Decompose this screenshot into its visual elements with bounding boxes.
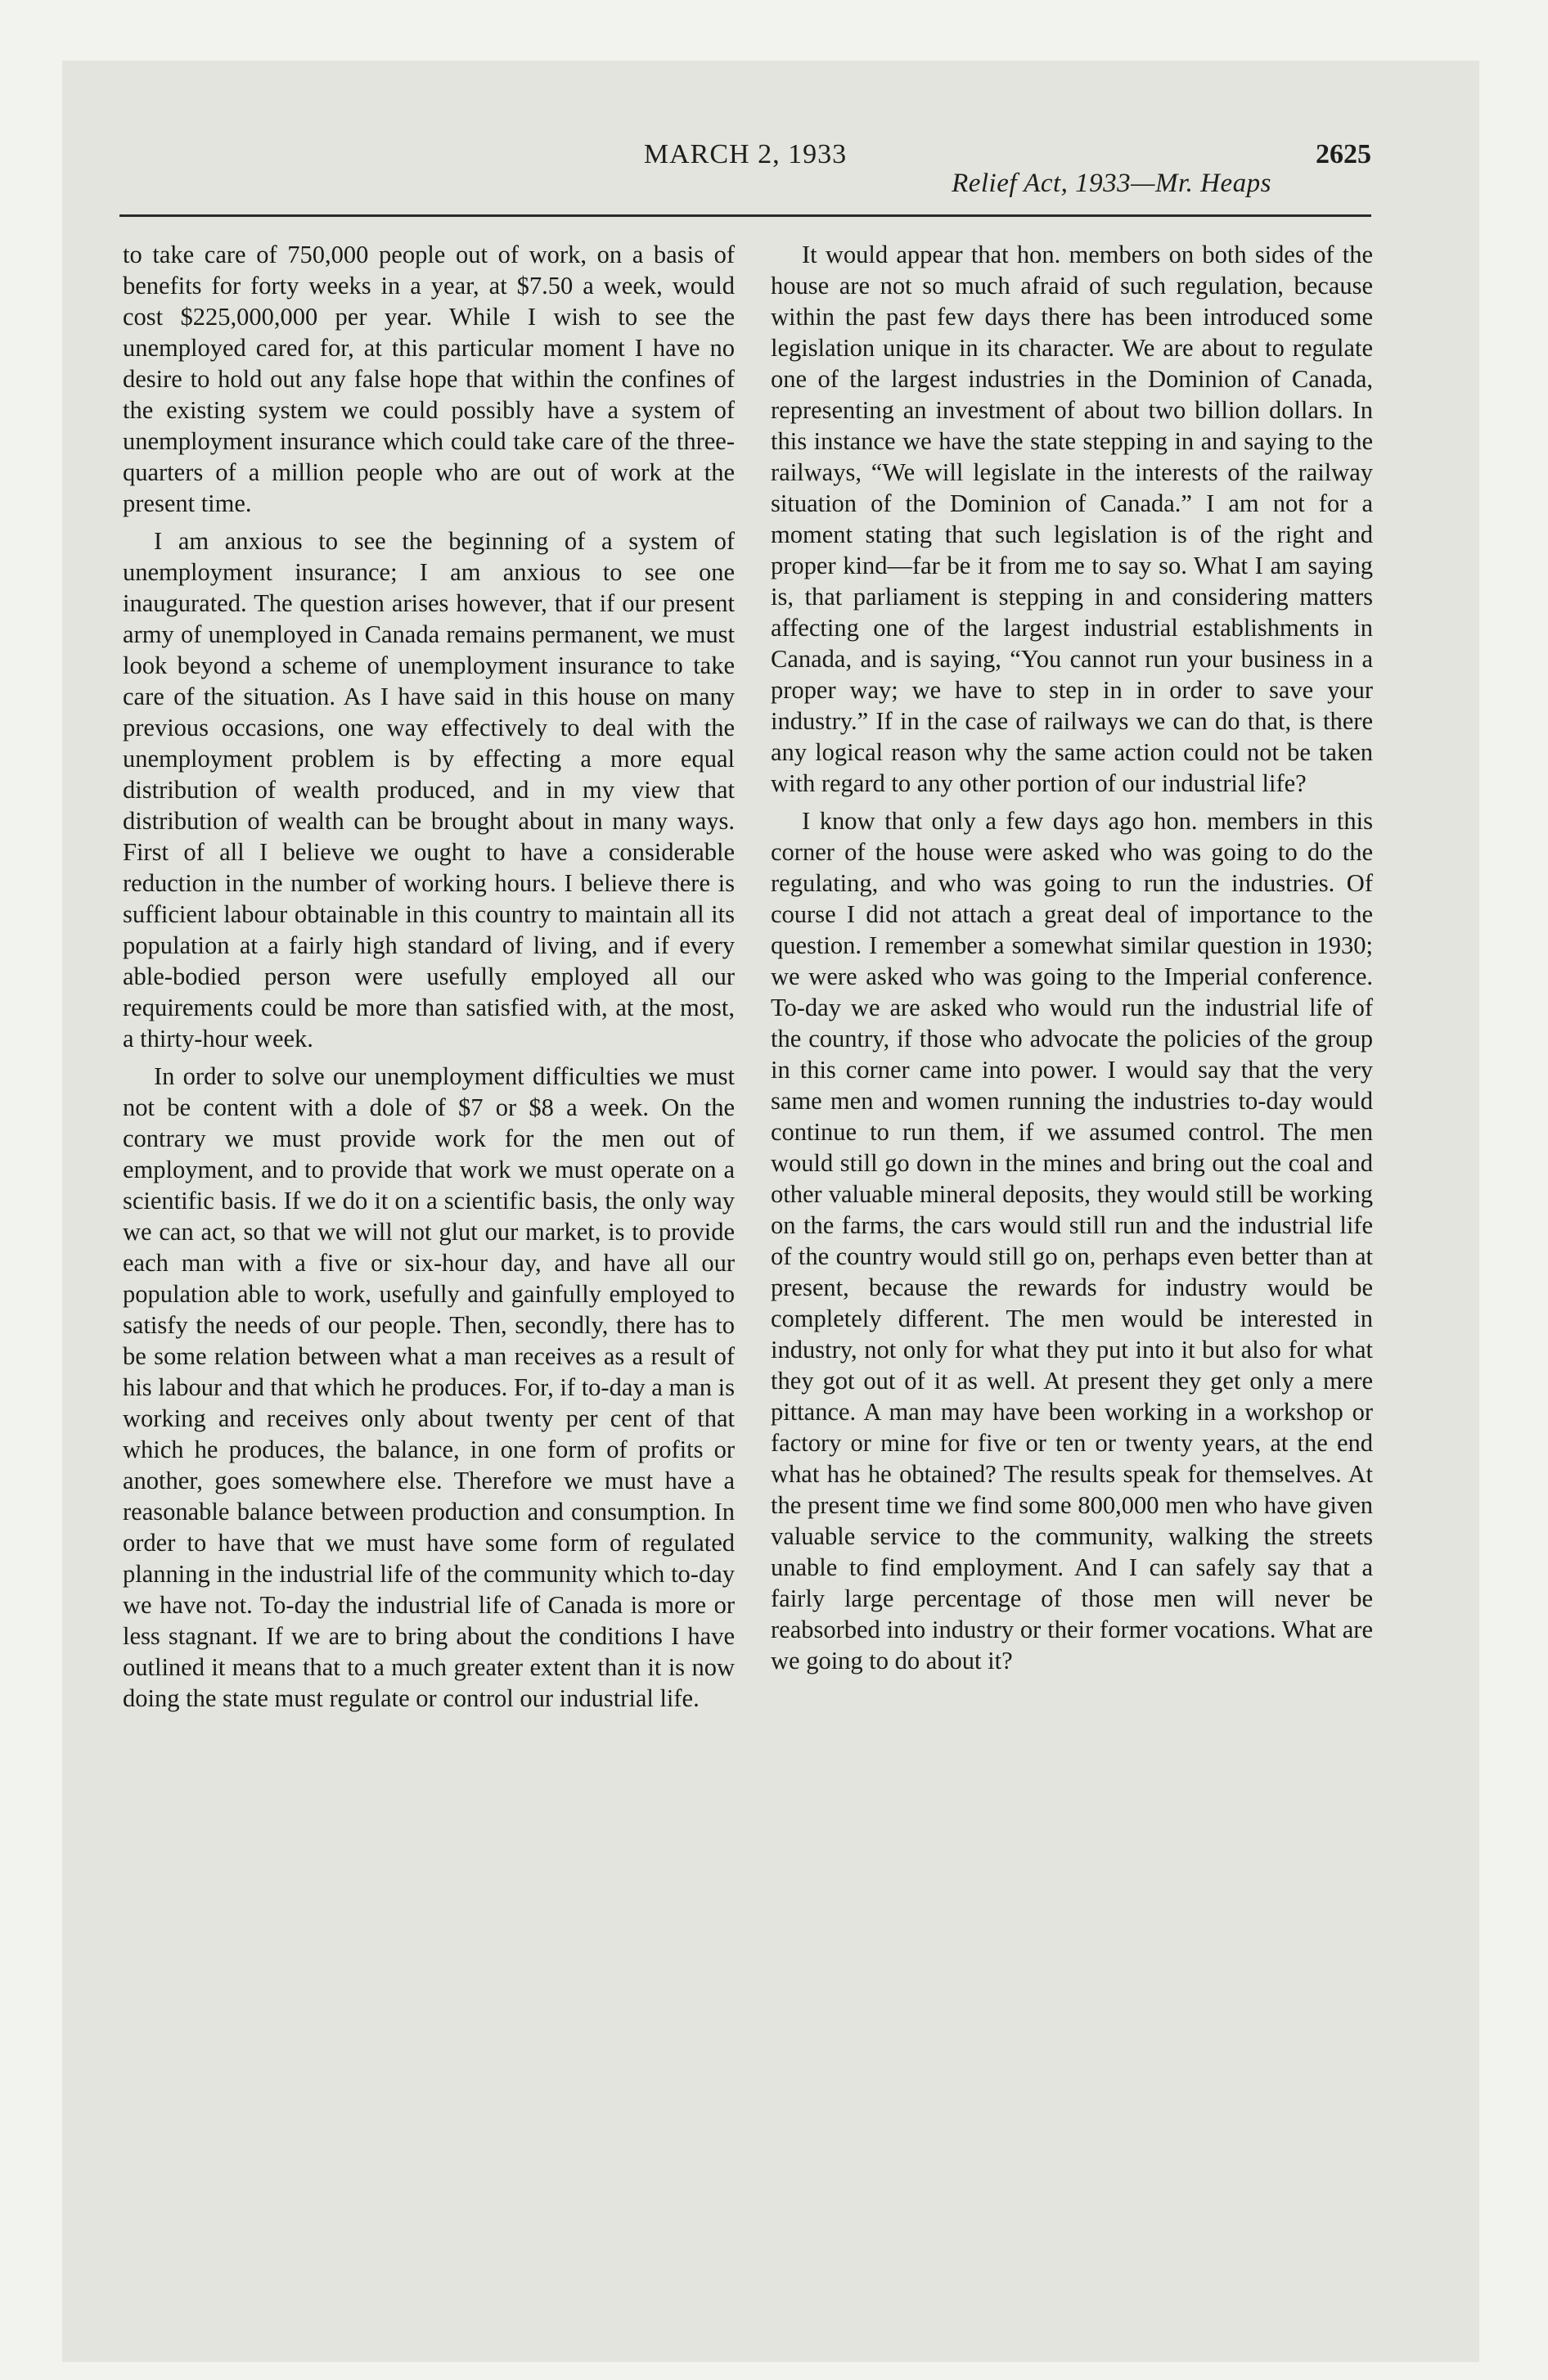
right-paragraph-1: It would appear that hon. members on both sides of the house are not so much afraid of such regulation, because within the past few days there has been introduced some legislation unique in its character. We are about to regulate one of the largest industries in the Dominion of Canada, representing an investment of about two billion dollars. In this instance we have the state stepping in and saying to the railways, “We will legislate in the interests of the railway situation of the Dominion of Canada.” I am not for a moment stating that such legislation is of the right and proper kind—far be it from me to say so. What I am saying is, that parliament is stepping in and considering matters affecting one of the largest industrial establishments in Canada, and is saying, “You cannot run your business in a proper way; we have to step in in order to save your industry.” If in the case of railways we can do that, is there any logical reason why the same action could not be taken with regard to any other portion of our industrial life? <box>771 241 1373 797</box>
header-date: MARCH 2, 1933 <box>643 139 848 169</box>
left-paragraph-1: to take care of 750,000 people out of work, on a basis of benefits for forty weeks in a year, at $7.50 a week, would cost $225,000,000 per year. While I wish to see the unemployed cared for, at this particular moment I have no desire to hold out any false hope that within the confines of the existing system we could possibly have a system of unemployment insurance which could take care of the three-quarters of a million people who are out of work at the present time. <box>123 241 735 517</box>
right-column <box>771 239 1373 1683</box>
left-column <box>123 239 735 1720</box>
header-running-title: Relief Act, 1933—Mr. Heaps <box>952 169 1271 198</box>
header-page-number: 2625 <box>1316 139 1371 169</box>
right-paragraph-2: I know that only a few days ago hon. members in this corner of the house were asked who was going to do the regulating, and who was going to run the industries. Of course I did not attach a great deal of importance to the question. I remember a somewhat similar question in 1930; we were asked who was going to the Imperial conference. To-day we are asked who would run the industrial life of the country, if those who advocate the policies of the group in this corner came into power. I would say that the very same men and women running the industries to-day would continue to run them, if we assumed control. The men would still go down in the mines and bring out the coal and other valuable mineral deposits, they would still be working on the farms, the cars would still run and the industrial life of the country would still go on, perhaps even better than at present, because the rewards for industry would be completely different. The men would be interested in industry, not only for what they put into it but also for what they got out of it as well. At present they get only a mere pittance. A man may have been working in a workshop or factory or mine for five or ten or twenty years, at the end what has he obtained? The results speak for themselves. At the present time we find some 800,000 men who have given valuable service to the community, walking the streets unable to find employment. And I can safely say that a fairly large percentage of those men will never be reabsorbed into industry or their former vocations. What are we going to do about it? <box>771 807 1373 1675</box>
left-paragraph-2: I am anxious to see the beginning of a system of unemployment insurance; I am anxious to see one inaugurated. The question arises however, that if our present army of unemployed in Canada remains permanent, we must look beyond a scheme of unemployment insurance to take care of the situation. As I have said in this house on many previous occasions, one way effectively to deal with the unemployment problem is by effecting a more equal distribution of wealth produced, and in my view that distribution of wealth can be brought about in many ways. First of all I believe we ought to have a considerable reduction in the number of working hours. I believe there is sufficient labour obtainable in this country to maintain all its population at a fairly high standard of living, and if every able-bodied person were usefully employed all our requirements could be more than satisfied with, at the most, a thirty-hour week. <box>123 527 735 1053</box>
page-header <box>119 139 1371 219</box>
header-rule <box>119 214 1371 217</box>
left-paragraph-3: In order to solve our unemployment difficulties we must not be content with a dole of $7 or $8 a week. On the contrary we must provide work for the men out of employment, and to provide that work we must operate on a scientific basis. If we do it on a scientific basis, the only way we can act, so that we will not glut our market, is to provide each man with a five or six-hour day, and have all our population able to work, usefully and gainfully employed to satisfy the needs of our people. Then, secondly, there has to be some relation between what a man receives as a result of his labour and that which he produces. For, if to-day a man is working and receives only about twenty per cent of that which he produces, the balance, in one form of profits or another, goes somewhere else. Therefore we must have a reasonable balance between production and consumption. In order to have that we must have some form of regulated planning in the industrial life of the community which to-day we have not. To-day the industrial life of Canada is more or less stagnant. If we are to bring about the conditions I have outlined it means that to a much greater extent than it is now doing the state must regulate or control our industrial life. <box>123 1062 735 1712</box>
